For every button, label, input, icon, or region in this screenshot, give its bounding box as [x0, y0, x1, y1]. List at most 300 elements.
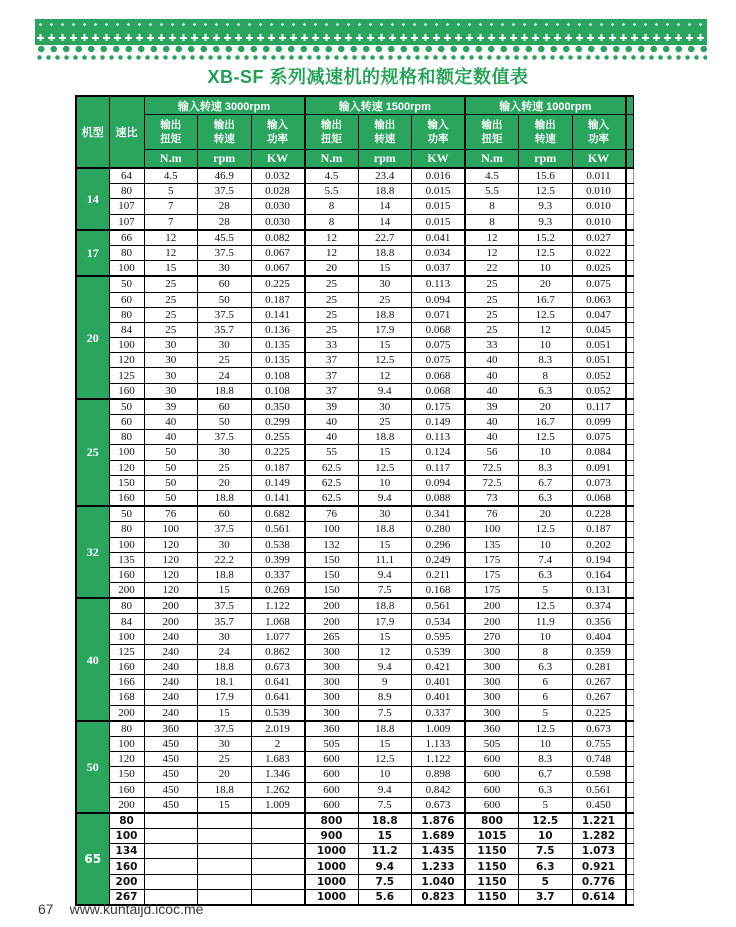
value-cell: 265 [305, 629, 359, 644]
value-cell: 12.5 [519, 522, 573, 537]
value-cell: 0.071 [412, 307, 466, 322]
value-cell: 30 [198, 261, 252, 277]
value-cell: 0.598 [572, 767, 626, 782]
value-cell: 0.168 [412, 583, 466, 599]
table-row [76, 383, 634, 399]
header-clipped-column [626, 115, 634, 150]
table-row [76, 368, 634, 383]
value-cell: 55 [305, 445, 359, 460]
ratio-cell: 160 [109, 782, 144, 797]
value-cell: 8.3 [519, 460, 573, 475]
value-cell: 7 [144, 199, 198, 214]
value-cell: 0.010 [572, 199, 626, 214]
value-cell: 1.221 [572, 813, 626, 829]
value-cell: 15 [358, 629, 412, 644]
value-cell: 6.3 [519, 490, 573, 506]
unit-nm: N.m [144, 150, 198, 169]
ratio-cell: 84 [109, 322, 144, 337]
value-cell: 5 [519, 583, 573, 599]
value-cell: 0.399 [251, 552, 305, 567]
ratio-cell: 60 [109, 292, 144, 307]
clipped-column-cell [626, 721, 634, 737]
value-cell: 150 [305, 552, 359, 567]
value-cell: 5.5 [305, 184, 359, 199]
value-cell: 0.030 [251, 214, 305, 230]
value-cell: 450 [144, 797, 198, 813]
value-cell: 25 [305, 307, 359, 322]
value-cell: 30 [358, 506, 412, 522]
value-cell: 5 [519, 797, 573, 813]
value-cell: 0.682 [251, 506, 305, 522]
value-cell: 45.5 [198, 230, 252, 246]
value-cell: 0.032 [251, 168, 305, 184]
value-cell: 8 [519, 644, 573, 659]
value-cell: 1.435 [412, 844, 466, 859]
value-cell: 100 [305, 522, 359, 537]
unit-rpm: rpm [519, 150, 573, 169]
value-cell: 0.117 [412, 460, 466, 475]
value-cell: 15 [358, 445, 412, 460]
ratio-cell: 200 [109, 705, 144, 721]
ratio-cell: 125 [109, 368, 144, 383]
value-cell [198, 889, 252, 905]
value-cell: 28 [198, 199, 252, 214]
header-output-speed: 输出 转速 [519, 115, 573, 150]
value-cell: 0.673 [572, 721, 626, 737]
value-cell: 0.117 [572, 399, 626, 415]
value-cell: 800 [465, 813, 519, 829]
header-group-1000rpm: 输入转速 1000rpm [465, 96, 626, 115]
value-cell: 5 [519, 874, 573, 889]
value-cell: 10 [519, 629, 573, 644]
value-cell: 300 [465, 705, 519, 721]
value-cell: 18.8 [358, 721, 412, 737]
value-cell: 1.040 [412, 874, 466, 889]
clipped-column-cell [626, 445, 634, 460]
table-row [76, 214, 634, 230]
table-row [76, 567, 634, 582]
value-cell: 18.8 [198, 383, 252, 399]
value-cell: 46.9 [198, 168, 252, 184]
model-cell: 17 [76, 230, 109, 277]
value-cell: 12.5 [519, 184, 573, 199]
value-cell: 56 [465, 445, 519, 460]
value-cell: 12.5 [358, 460, 412, 475]
value-cell: 25 [144, 322, 198, 337]
value-cell: 8 [465, 214, 519, 230]
clipped-column-cell [626, 430, 634, 445]
value-cell: 4.5 [305, 168, 359, 184]
value-cell: 12.5 [519, 721, 573, 737]
value-cell: 18.8 [198, 782, 252, 797]
value-cell: 0.249 [412, 552, 466, 567]
unit-kw: KW [412, 150, 466, 169]
value-cell: 4.5 [465, 168, 519, 184]
value-cell: 40 [465, 430, 519, 445]
clipped-column-cell [626, 307, 634, 322]
value-cell: 120 [144, 537, 198, 552]
clipped-column-cell [626, 383, 634, 399]
table-row [76, 660, 634, 675]
value-cell: 20 [519, 506, 573, 522]
value-cell: 18.8 [358, 522, 412, 537]
clipped-column-cell [626, 736, 634, 751]
value-cell: 1.133 [412, 736, 466, 751]
model-cell: 32 [76, 506, 109, 598]
header-model: 机型 [76, 96, 109, 168]
value-cell: 135 [465, 537, 519, 552]
unit-rpm: rpm [358, 150, 412, 169]
banner-dots-large [35, 44, 707, 54]
header-group-row [76, 96, 634, 115]
clipped-column-cell [626, 399, 634, 415]
value-cell: 18.8 [358, 245, 412, 260]
value-cell: 15 [358, 829, 412, 844]
value-cell: 72.5 [465, 460, 519, 475]
value-cell: 30 [198, 736, 252, 751]
value-cell: 0.299 [251, 415, 305, 430]
value-cell: 25 [198, 752, 252, 767]
value-cell: 50 [144, 460, 198, 475]
value-cell: 25 [305, 276, 359, 292]
value-cell: 1.077 [251, 629, 305, 644]
value-cell: 8 [519, 368, 573, 383]
table-row [76, 705, 634, 721]
value-cell: 120 [144, 567, 198, 582]
value-cell: 0.187 [251, 460, 305, 475]
table-row [76, 844, 634, 859]
model-cell: 14 [76, 168, 109, 230]
value-cell: 0.075 [412, 353, 466, 368]
ratio-cell: 50 [109, 399, 144, 415]
value-cell: 0.561 [251, 522, 305, 537]
ratio-cell: 50 [109, 506, 144, 522]
value-cell: 5 [519, 705, 573, 721]
value-cell: 30 [144, 353, 198, 368]
ratio-cell: 160 [109, 490, 144, 506]
value-cell: 0.748 [572, 752, 626, 767]
header-clipped-column [626, 150, 634, 169]
value-cell: 0.267 [572, 690, 626, 705]
value-cell: 15 [358, 338, 412, 353]
value-cell: 600 [465, 752, 519, 767]
value-cell: 0.280 [412, 522, 466, 537]
ratio-cell: 66 [109, 230, 144, 246]
value-cell: 37.5 [198, 721, 252, 737]
value-cell: 9.3 [519, 214, 573, 230]
value-cell: 50 [144, 445, 198, 460]
value-cell: 30 [144, 383, 198, 399]
value-cell: 8.3 [519, 353, 573, 368]
clipped-column-cell [626, 844, 634, 859]
table-row [76, 552, 634, 567]
clipped-column-cell [626, 245, 634, 260]
value-cell: 0.267 [572, 675, 626, 690]
value-cell: 0.228 [572, 506, 626, 522]
value-cell: 0.094 [412, 292, 466, 307]
value-cell: 0.534 [412, 614, 466, 629]
value-cell: 240 [144, 675, 198, 690]
value-cell: 15 [358, 736, 412, 751]
value-cell: 1.346 [251, 767, 305, 782]
value-cell: 0.539 [412, 644, 466, 659]
ratio-cell: 80 [109, 721, 144, 737]
value-cell: 240 [144, 629, 198, 644]
page-footer [38, 901, 203, 917]
value-cell: 240 [144, 644, 198, 659]
value-cell: 175 [465, 552, 519, 567]
value-cell: 30 [358, 276, 412, 292]
clipped-column-cell [626, 675, 634, 690]
value-cell: 100 [144, 522, 198, 537]
value-cell: 40 [465, 353, 519, 368]
unit-nm: N.m [465, 150, 519, 169]
value-cell: 0.034 [412, 245, 466, 260]
value-cell: 20 [519, 276, 573, 292]
value-cell: 200 [305, 598, 359, 614]
value-cell: 37.5 [198, 184, 252, 199]
value-cell: 600 [305, 767, 359, 782]
value-cell: 0.149 [251, 475, 305, 490]
value-cell: 0.898 [412, 767, 466, 782]
value-cell: 22.2 [198, 552, 252, 567]
table-row [76, 475, 634, 490]
value-cell: 0.015 [412, 199, 466, 214]
value-cell: 0.030 [251, 199, 305, 214]
table-row [76, 460, 634, 475]
value-cell: 150 [305, 583, 359, 599]
table-row [76, 752, 634, 767]
value-cell [144, 859, 198, 874]
value-cell: 0.016 [412, 168, 466, 184]
value-cell: 1.683 [251, 752, 305, 767]
value-cell: 30 [198, 537, 252, 552]
value-cell: 17.9 [358, 322, 412, 337]
value-cell: 33 [305, 338, 359, 353]
value-cell: 0.135 [251, 353, 305, 368]
value-cell: 25 [144, 276, 198, 292]
value-cell: 11.9 [519, 614, 573, 629]
value-cell: 100 [465, 522, 519, 537]
value-cell: 0.136 [251, 322, 305, 337]
value-cell: 12 [358, 368, 412, 383]
value-cell: 25 [358, 292, 412, 307]
value-cell: 0.067 [251, 261, 305, 277]
value-cell: 20 [305, 261, 359, 277]
value-cell: 0.755 [572, 736, 626, 751]
value-cell: 7.4 [519, 552, 573, 567]
value-cell: 300 [465, 660, 519, 675]
value-cell: 0.094 [412, 475, 466, 490]
table-row [76, 874, 634, 889]
value-cell: 0.194 [572, 552, 626, 567]
value-cell: 0.082 [251, 230, 305, 246]
value-cell: 600 [305, 782, 359, 797]
value-cell: 360 [305, 721, 359, 737]
value-cell: 0.084 [572, 445, 626, 460]
value-cell: 0.068 [412, 383, 466, 399]
value-cell: 6.7 [519, 475, 573, 490]
value-cell: 22.7 [358, 230, 412, 246]
page-number: 67 [38, 901, 54, 917]
value-cell: 0.045 [572, 322, 626, 337]
value-cell: 0.823 [412, 889, 466, 905]
value-cell: 1000 [305, 889, 359, 905]
value-cell [198, 874, 252, 889]
value-cell: 17.9 [358, 614, 412, 629]
value-cell: 0.075 [572, 430, 626, 445]
table-row [76, 415, 634, 430]
value-cell: 10 [519, 829, 573, 844]
value-cell: 9.4 [358, 567, 412, 582]
value-cell: 8.3 [519, 752, 573, 767]
value-cell: 25 [305, 322, 359, 337]
table-row [76, 644, 634, 659]
table-row [76, 490, 634, 506]
value-cell: 0.921 [572, 859, 626, 874]
spec-table [75, 95, 634, 906]
ratio-cell: 160 [109, 383, 144, 399]
ratio-cell: 100 [109, 629, 144, 644]
value-cell: 35.7 [198, 614, 252, 629]
table-row [76, 813, 634, 829]
value-cell: 18.8 [198, 567, 252, 582]
value-cell: 9.4 [358, 859, 412, 874]
clipped-column-cell [626, 415, 634, 430]
ratio-cell: 100 [109, 829, 144, 844]
value-cell: 0.010 [572, 214, 626, 230]
value-cell: 0.350 [251, 399, 305, 415]
clipped-column-cell [626, 338, 634, 353]
value-cell: 120 [144, 552, 198, 567]
value-cell: 9.4 [358, 490, 412, 506]
value-cell: 73 [465, 490, 519, 506]
clipped-column-cell [626, 490, 634, 506]
value-cell: 0.356 [572, 614, 626, 629]
header-clipped-column [626, 96, 634, 115]
ratio-cell: 84 [109, 614, 144, 629]
value-cell: 600 [305, 797, 359, 813]
value-cell: 5.5 [465, 184, 519, 199]
value-cell: 1150 [465, 889, 519, 905]
value-cell: 0.028 [251, 184, 305, 199]
value-cell: 8 [305, 199, 359, 214]
value-cell: 10 [519, 445, 573, 460]
value-cell: 6.3 [519, 859, 573, 874]
clipped-column-cell [626, 552, 634, 567]
table-row [76, 168, 634, 184]
clipped-column-cell [626, 506, 634, 522]
value-cell: 0.108 [251, 383, 305, 399]
value-cell: 1000 [305, 874, 359, 889]
value-cell: 4.5 [144, 168, 198, 184]
table-row [76, 767, 634, 782]
value-cell: 7.5 [519, 844, 573, 859]
value-cell: 0.401 [412, 690, 466, 705]
spec-table-container [75, 95, 634, 906]
value-cell [251, 844, 305, 859]
ratio-cell: 107 [109, 214, 144, 230]
value-cell: 0.341 [412, 506, 466, 522]
clipped-column-cell [626, 614, 634, 629]
table-row [76, 230, 634, 246]
header-ratio: 速比 [109, 96, 144, 168]
header-output-speed: 输出 转速 [358, 115, 412, 150]
value-cell: 0.113 [412, 430, 466, 445]
value-cell: 5 [144, 184, 198, 199]
value-cell: 800 [305, 813, 359, 829]
clipped-column-cell [626, 230, 634, 246]
value-cell: 200 [144, 598, 198, 614]
table-row [76, 199, 634, 214]
value-cell: 72.5 [465, 475, 519, 490]
value-cell: 0.337 [251, 567, 305, 582]
table-row [76, 307, 634, 322]
value-cell: 1.689 [412, 829, 466, 844]
value-cell: 15 [358, 261, 412, 277]
value-cell: 0.067 [251, 245, 305, 260]
value-cell: 25 [465, 307, 519, 322]
value-cell: 12.5 [519, 813, 573, 829]
table-row [76, 522, 634, 537]
value-cell: 10 [358, 475, 412, 490]
table-row [76, 721, 634, 737]
value-cell [144, 829, 198, 844]
value-cell: 0.052 [572, 368, 626, 383]
ratio-cell: 120 [109, 353, 144, 368]
ratio-cell: 80 [109, 522, 144, 537]
unit-nm: N.m [305, 150, 359, 169]
ratio-cell: 150 [109, 475, 144, 490]
ratio-cell: 120 [109, 460, 144, 475]
table-row [76, 245, 634, 260]
table-row [76, 829, 634, 844]
clipped-column-cell [626, 353, 634, 368]
value-cell: 0.281 [572, 660, 626, 675]
value-cell: 505 [305, 736, 359, 751]
value-cell: 0.211 [412, 567, 466, 582]
value-cell: 25 [144, 292, 198, 307]
value-cell: 62.5 [305, 460, 359, 475]
clipped-column-cell [626, 199, 634, 214]
ratio-cell: 107 [109, 199, 144, 214]
value-cell [251, 859, 305, 874]
ratio-cell: 166 [109, 675, 144, 690]
value-cell: 40 [144, 415, 198, 430]
ratio-cell: 120 [109, 752, 144, 767]
value-cell: 12.5 [519, 430, 573, 445]
value-cell: 200 [465, 614, 519, 629]
value-cell: 0.068 [572, 490, 626, 506]
value-cell: 33 [465, 338, 519, 353]
value-cell: 40 [305, 415, 359, 430]
value-cell: 120 [144, 583, 198, 599]
clipped-column-cell [626, 475, 634, 490]
header-output-torque: 输出 扭矩 [465, 115, 519, 150]
value-cell: 0.141 [251, 307, 305, 322]
value-cell: 40 [465, 368, 519, 383]
value-cell: 76 [144, 506, 198, 522]
clipped-column-cell [626, 752, 634, 767]
value-cell: 37 [305, 368, 359, 383]
clipped-column-cell [626, 598, 634, 614]
ratio-cell: 80 [109, 307, 144, 322]
table-row [76, 184, 634, 199]
model-cell: 65 [76, 813, 109, 905]
banner-green-bar [35, 19, 707, 45]
value-cell [144, 874, 198, 889]
banner-dots-small [35, 54, 707, 61]
